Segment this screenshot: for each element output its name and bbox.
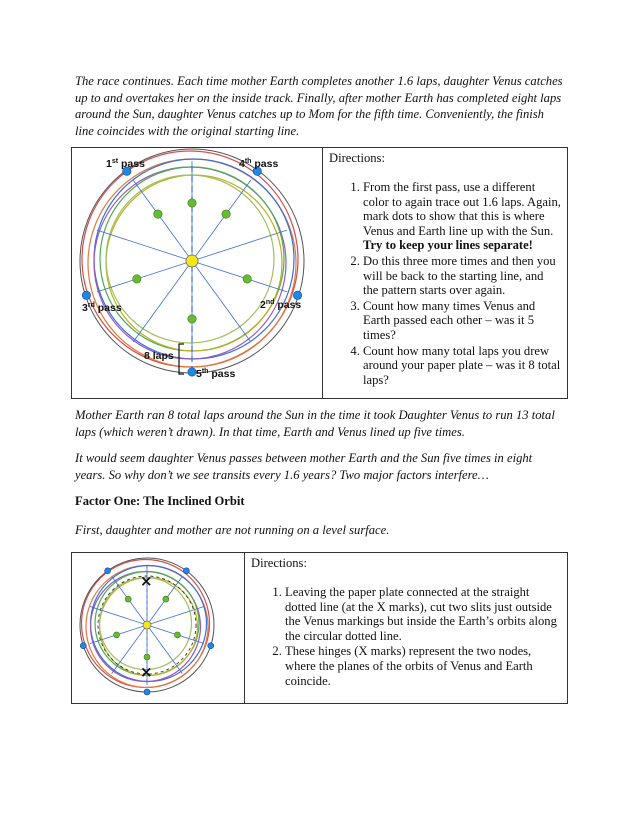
sun-spoke (192, 261, 251, 342)
earth-dot (105, 568, 111, 574)
venus-dot (188, 315, 196, 323)
venus-dot (154, 210, 162, 218)
earth-dot (80, 643, 86, 649)
section-heading-factor-one: Factor One: The Inclined Orbit (75, 494, 245, 508)
pass-2-label: 2nd pass (260, 299, 302, 311)
earth-dot (82, 291, 90, 299)
directions-title-2: Directions: (251, 556, 307, 570)
pass-1-label: 1st pass (106, 158, 145, 170)
venus-dot (125, 596, 131, 602)
paragraph-level-surface: First, daughter and mother are not running on a level surface. (75, 523, 390, 537)
directions-box-1 (71, 147, 568, 399)
paragraph-transits: It would seem daughter Venus passes between mother Earth and the Sun five times in eight years. So why don’t we see transits every 1.6 years? Two major factors interfere… (75, 451, 533, 482)
paragraph-earth-laps: Mother Earth ran 8 total laps around the Sun in the time it took Daughter Venus to run 13 total laps (which weren’t drawn). In that time, Earth and Venus lined up five times. (75, 408, 555, 439)
direction-step-3: 3. Count how many times Venus and Earth passed each other – was it 5 times? (363, 299, 561, 343)
venus-dot (222, 210, 230, 218)
venus-dot (188, 199, 196, 207)
sun-icon (186, 255, 198, 267)
venus-dot (163, 596, 169, 602)
direction-step-1: 1. From the first pass, use a different color to again trace out 1.6 laps. Again, mark dots to show that this is where Venus and Earth line up with the Sun. Try to keep your lines separate! (363, 180, 561, 253)
sun-spoke (192, 261, 287, 292)
sun-spoke (133, 180, 192, 261)
directions-box-2 (71, 552, 568, 704)
sun-spoke (97, 261, 192, 292)
direction-step-2b: 2. These hinges (X marks) represent the two nodes, where the planes of the orbits of Venus and Earth coincide. (285, 644, 561, 688)
venus-dot (174, 632, 180, 638)
earth-dot (188, 368, 196, 376)
directions-cell-2 (245, 553, 568, 704)
pass-5-label: 5th pass (196, 368, 236, 380)
diagram-cell-1 (72, 148, 323, 399)
venus-dot (243, 275, 251, 283)
direction-step-2: 2. Do this three more times and then you will be back to the starting line, and the pattern starts over again. (363, 254, 561, 298)
laps-label: 8 laps (144, 350, 174, 362)
keep-lines-separate-note: Try to keep your lines separate! (363, 238, 533, 253)
earth-dot (208, 643, 214, 649)
sun-icon-2 (143, 621, 151, 629)
orbit-diagram-2 (72, 553, 244, 698)
earth-dot (183, 568, 189, 574)
directions-title-1: Directions: (329, 151, 385, 165)
pass-4-label: 4th pass (239, 158, 279, 170)
sun-spoke (97, 230, 192, 261)
directions-list-2 (245, 585, 561, 688)
venus-dot (114, 632, 120, 638)
node-x-top-icon: × (140, 572, 153, 590)
sun-spoke (147, 606, 204, 625)
directions-cell-1 (323, 148, 568, 399)
venus-dot (144, 654, 150, 660)
node-x-bottom-icon: × (140, 663, 153, 681)
diagram-cell-2 (72, 553, 245, 704)
directions-list-1 (323, 180, 561, 387)
intro-paragraph: The race continues. Each time mother Earth completes another 1.6 laps, daughter Venus catches up to and overtakes her on the inside track. Finally, after mother Earth has completed eight laps around the Sun, daughter Venus catches up to Mom for the fifth time. Conveniently, the finish line coincides with the original starting line. (75, 74, 563, 138)
earth-dot (144, 689, 150, 695)
orbit-diagram-1 (72, 148, 322, 393)
pass-3-label: 3rd pass (82, 302, 122, 314)
sun-spoke (133, 261, 192, 342)
direction-step-1b: 1. Leaving the paper plate connected at the straight dotted line (at the X marks), cut two slits just outside the Venus markings but inside the Earth’s orbits along the circular dotted line. (285, 585, 561, 643)
sun-spoke (192, 180, 251, 261)
direction-step-4: 4. Count how many total laps you drew around your paper plate – was it 8 total laps? (363, 344, 561, 388)
venus-dot (133, 275, 141, 283)
